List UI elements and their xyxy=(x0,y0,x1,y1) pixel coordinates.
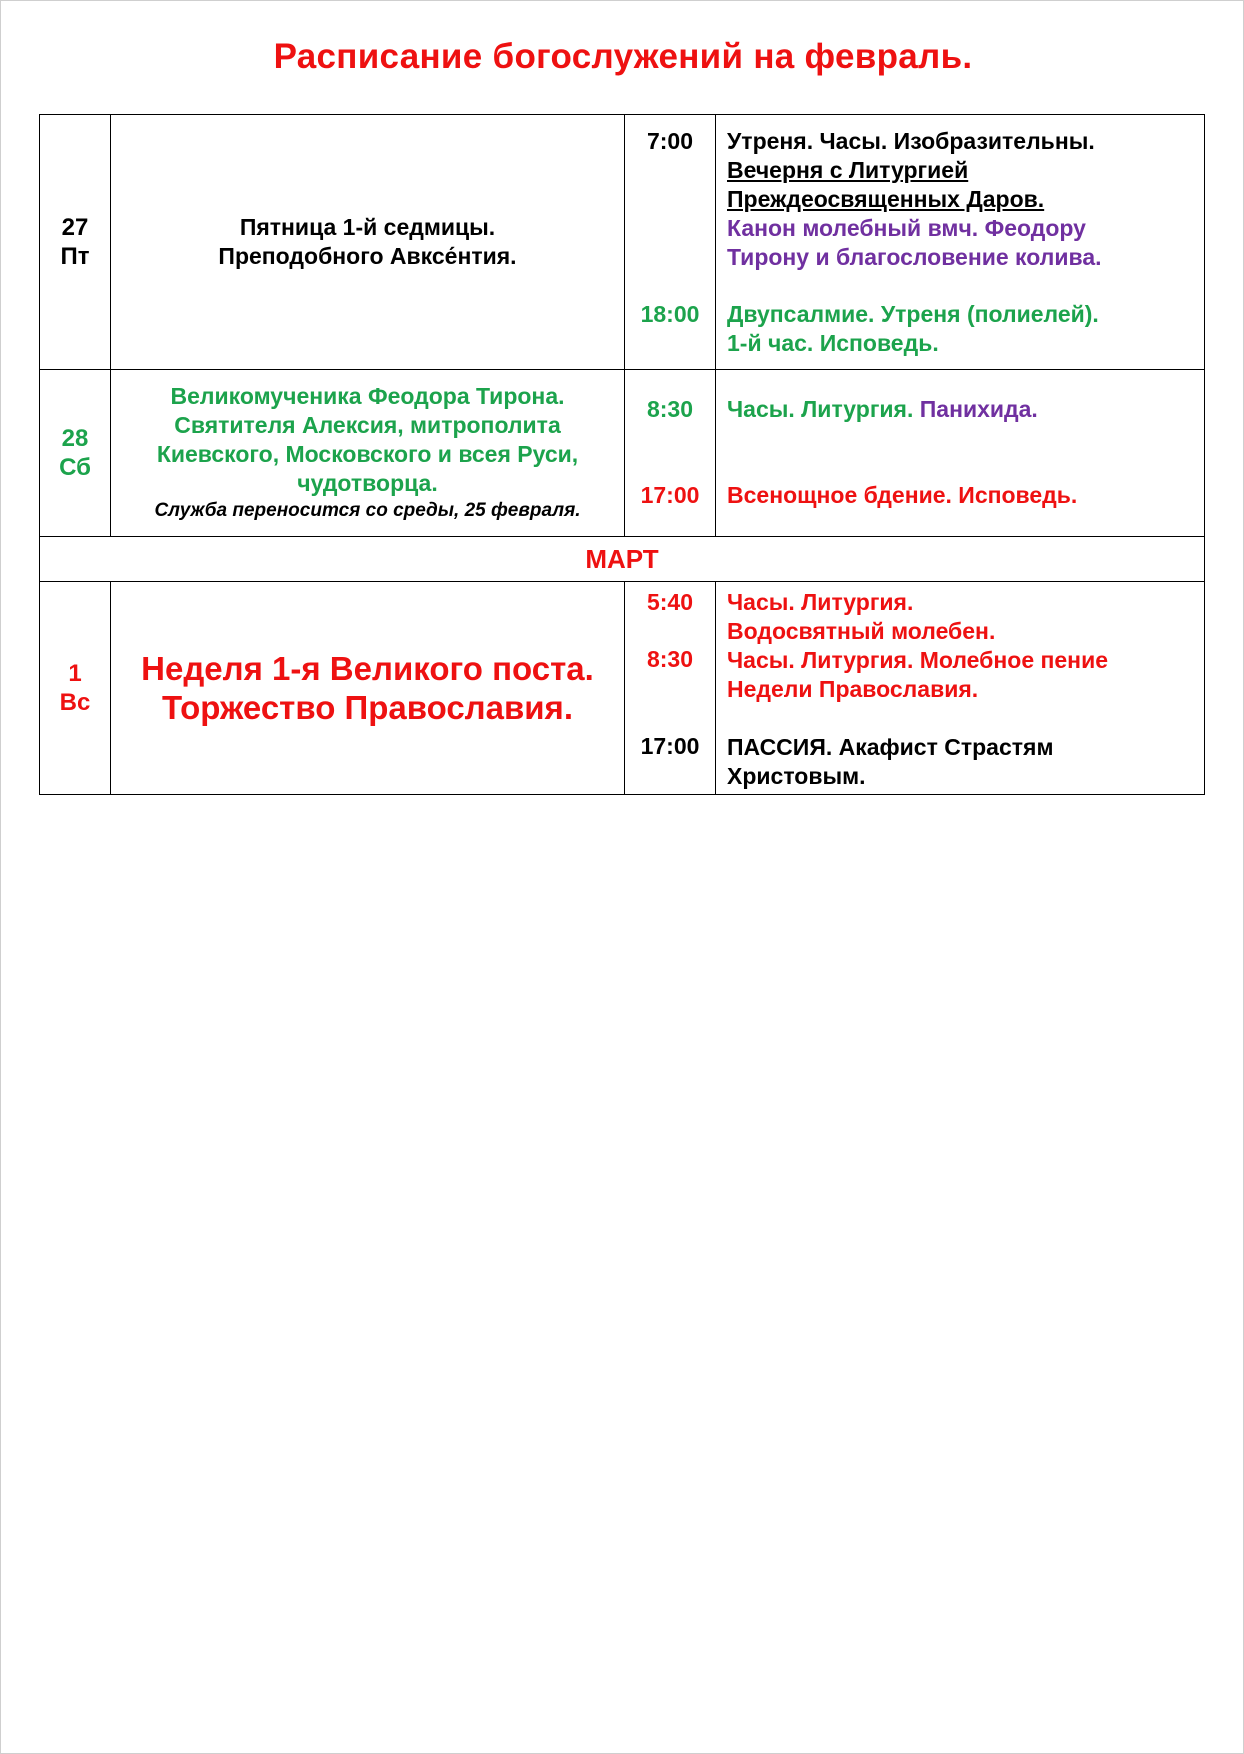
feast-cell xyxy=(111,115,625,370)
service-time: 8:30 xyxy=(646,396,694,422)
time-cell xyxy=(625,582,716,795)
date-cell xyxy=(40,115,111,370)
feast-line: Неделя 1-я Великого поста. xyxy=(141,650,594,687)
feast-line: чудотворца. xyxy=(297,470,438,496)
weekday: Вс xyxy=(59,689,91,716)
service-line: ПАССИЯ. Акафист Страстям xyxy=(727,734,1054,760)
service-line: Канон молебный вмч. Феодору xyxy=(727,215,1086,241)
service-cell xyxy=(716,370,1205,537)
service-line: Часы. Литургия. xyxy=(727,589,914,615)
service-cell xyxy=(716,582,1205,795)
day-number: 1 xyxy=(68,660,82,687)
service-time: 7:00 xyxy=(646,128,694,154)
service-line: Преждеосвященных Даров. xyxy=(727,186,1045,212)
date-cell xyxy=(40,582,111,795)
schedule-table xyxy=(39,114,1205,795)
day-number: 28 xyxy=(61,425,89,452)
time-cell xyxy=(625,115,716,370)
feast-cell xyxy=(111,582,625,795)
table-row xyxy=(40,370,1205,537)
service-line: Двупсалмие. Утреня (полиелей). xyxy=(727,301,1099,327)
service-line: Христовым. xyxy=(727,763,866,789)
service-time: 18:00 xyxy=(640,301,700,327)
service-line: Всенощное бдение. Исповедь. xyxy=(727,482,1078,508)
table-row xyxy=(40,115,1205,370)
service-line: 1-й час. Исповедь. xyxy=(727,330,939,356)
time-cell xyxy=(625,370,716,537)
service-line: Часы. Литургия. xyxy=(727,396,914,422)
feast-line: Святителя Алексия, митрополита xyxy=(174,412,561,438)
month-row xyxy=(40,537,1205,582)
service-line: Часы. Литургия. Молебное пение xyxy=(727,647,1109,673)
feast-line: Киевского, Московского и всея Руси, xyxy=(156,441,579,467)
service-line: Утреня. Часы. Изобразительны. xyxy=(727,128,1095,154)
feast-cell xyxy=(111,370,625,537)
weekday: Сб xyxy=(59,454,91,481)
date-cell xyxy=(40,370,111,537)
table-row xyxy=(40,582,1205,795)
feast-line: Торжество Православия. xyxy=(161,689,573,726)
feast-line: Великомученика Феодора Тирона. xyxy=(170,383,565,409)
service-time: 8:30 xyxy=(646,646,694,672)
service-line: Панихида. xyxy=(919,396,1038,422)
service-time: 17:00 xyxy=(640,733,700,759)
transfer-note: Служба переносится со среды, 25 февраля. xyxy=(154,500,581,521)
service-line: Тирону и благословение колива. xyxy=(727,244,1102,270)
feast-line: Пятница 1-й седмицы. xyxy=(239,214,496,240)
service-cell xyxy=(716,115,1205,370)
service-line: Вечерня с Литургией xyxy=(727,157,969,183)
month-label: МАРТ xyxy=(40,537,1205,582)
page-title: Расписание богослужений на февраль. xyxy=(273,37,973,76)
weekday: Пт xyxy=(60,243,90,270)
service-time: 17:00 xyxy=(640,482,700,508)
service-time: 5:40 xyxy=(646,589,694,615)
service-line: Недели Православия. xyxy=(727,676,979,702)
day-number: 27 xyxy=(61,214,89,241)
feast-line: Преподобного Авксе́нтия. xyxy=(218,243,517,269)
service-line: Водосвятный молебен. xyxy=(727,618,996,644)
